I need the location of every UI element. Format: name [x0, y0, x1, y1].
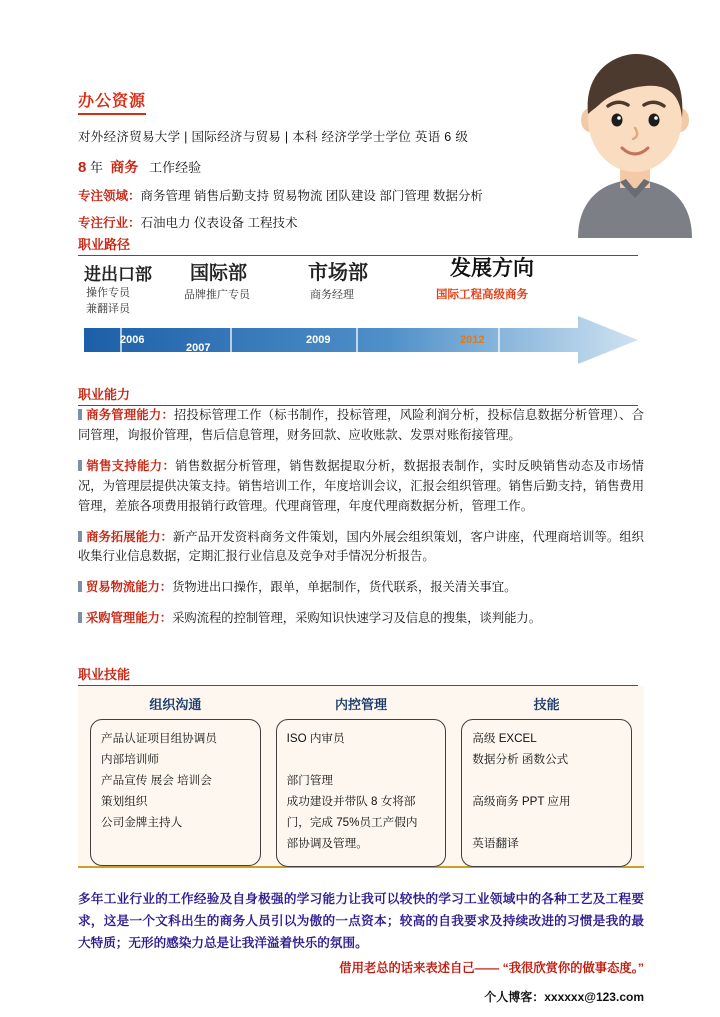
skill-item: 策划组织	[101, 794, 148, 808]
personal-blog: 个人博客：xxxxxx@123.com	[484, 990, 644, 1004]
experience-field: 商务	[110, 159, 139, 175]
career-node-title-2: 国际部	[190, 263, 248, 284]
header-block	[78, 88, 558, 231]
skill-item: 英语翻译	[472, 836, 519, 850]
focus-domain-line	[78, 186, 558, 204]
experience-unit: 年	[89, 160, 103, 175]
career-node-sub-1b: 兼翻译员	[86, 303, 130, 315]
focus-domain-label: 专注领域：	[78, 189, 141, 203]
summary-quote: 借用老总的话来表述自己—— “我很欣赏你的做事态度。”	[339, 961, 644, 975]
bullet-icon	[78, 581, 82, 592]
skill-box	[90, 719, 261, 866]
bullet-icon	[78, 409, 82, 420]
career-node-year-2: 2007	[186, 342, 211, 354]
skill-column-title: 技能	[533, 697, 560, 712]
skill-item: ISO 内审员	[286, 732, 345, 745]
career-node-year-4: 2012	[460, 334, 485, 346]
ability-name: 商务拓展能力：	[86, 529, 173, 544]
ability-item	[78, 457, 644, 517]
skill-column-organization	[90, 694, 261, 866]
career-path-graphic	[78, 258, 648, 370]
skill-column-internal-control	[276, 694, 447, 866]
ability-item	[78, 528, 644, 568]
career-node-sub-3a: 商务经理	[310, 289, 354, 301]
skill-column-title: 组织沟通	[149, 697, 202, 712]
skill-item: 公司金牌主持人	[101, 815, 183, 829]
bullet-icon	[78, 460, 82, 471]
focus-domain-value: 商务管理 销售后勤支持 贸易物流 团队建设 部门管理 数据分析	[140, 189, 483, 203]
avatar	[560, 48, 710, 238]
skill-box	[276, 719, 447, 867]
ability-item	[78, 609, 644, 629]
skill-box	[461, 719, 632, 867]
site-title: 办公资源	[78, 88, 146, 115]
bullet-icon	[78, 531, 82, 542]
section-heading-ability: 职业能力	[78, 384, 638, 406]
skill-item: 部协调及管理。	[286, 836, 368, 850]
ability-name: 采购管理能力：	[86, 611, 173, 626]
focus-industry-line	[78, 213, 558, 231]
skill-item	[472, 772, 621, 790]
focus-industry-label: 专注行业：	[78, 216, 141, 230]
skills-area	[78, 686, 644, 868]
skill-item: 产品认证项目组协调员	[101, 732, 217, 745]
ability-text: 采购流程的控制管理，采购知识快速学习及信息的搜集，谈判能力。	[172, 611, 542, 626]
ability-name: 商务管理能力：	[86, 408, 174, 422]
career-node-title-3: 市场部	[308, 262, 368, 284]
ability-text: 货物进出口操作，跟单，单据制作，货代联系，报关清关事宜。	[172, 580, 517, 595]
ability-text: 销售数据分析管理，销售数据提取分析，数据报表制作，实时反映销售动态及市场情况，为管理层提供决策支持。销售培训工作，年度培训会议，汇报会组织管理。销售后勤支持，销售费用管理，差旅各项费用报销行政管理。代理商管理，年度代理商数据分析，管理工作。	[78, 458, 644, 513]
experience-label: 工作经验	[149, 160, 202, 175]
skill-item: 高级 EXCEL	[472, 732, 537, 745]
experience-line	[78, 157, 558, 177]
skill-item: 内部培训师	[101, 752, 159, 766]
ability-name: 销售支持能力：	[86, 458, 176, 473]
avatar-illustration	[560, 48, 710, 238]
career-node-year-3: 2009	[306, 334, 331, 346]
skill-item: 数据分析 函数公式	[472, 752, 569, 766]
bullet-icon	[78, 612, 82, 623]
skill-item: 高级商务 PPT 应用	[472, 794, 571, 808]
skill-item	[472, 814, 621, 832]
experience-years: 8	[78, 159, 87, 176]
skill-column-title: 内控管理	[334, 697, 387, 712]
ability-text: 新产品开发资料商务文件策划，国内外展会组织策划，客户讲座，代理商培训等。组织收集行业信息数据，定期汇报行业信息及竞争对手情况分析报告。	[78, 529, 644, 564]
ability-item	[78, 406, 644, 446]
ability-text: 招投标管理工作（标书制作，投标管理，风险利润分析，投标信息数据分析管理）、合同管理，询报价管理，售后信息管理，财务回款、应收账款、发票对账衔接管理。	[78, 408, 644, 442]
skill-item: 成功建设并带队 8 女将部	[286, 794, 416, 808]
section-heading-skills: 职业技能	[78, 664, 638, 686]
section-heading-career-path: 职业路径	[78, 234, 638, 256]
ability-list	[78, 406, 644, 640]
career-node-title-4: 发展方向	[450, 257, 534, 280]
focus-industry-value: 石油电力 仪表设备 工程技术	[140, 216, 298, 230]
career-node-title-1: 进出口部	[84, 265, 152, 284]
skill-item	[287, 751, 436, 769]
skill-item: 门，完成 75%员工产假内	[286, 815, 418, 829]
career-node-year-1: 2006	[120, 334, 145, 346]
career-node-sub-2a: 品牌推广专员	[184, 289, 250, 301]
skill-item: 部门管理	[286, 773, 334, 787]
career-node-goal: 国际工程高级商务	[436, 289, 528, 301]
career-node-sub-1a: 操作专员	[86, 287, 130, 299]
skill-item: 产品宣传 展会 培训会	[101, 773, 212, 787]
ability-item	[78, 578, 644, 598]
skill-column-skills	[461, 694, 632, 866]
education-line: 对外经济贸易大学 | 国际经济与贸易 | 本科 经济学学士学位 英语 6 级	[78, 130, 469, 144]
ability-name: 贸易物流能力：	[86, 580, 173, 595]
summary-text: 多年工业行业的工作经验及自身极强的学习能力让我可以较快的学习工业领域中的各种工艺及工程要求，这是一个文科出生的商务人员引以为傲的一点资本；较高的自我要求及持续改进的习惯是我的最大特质；无形的感染力总是让我洋溢着快乐的氛围。	[78, 892, 644, 951]
